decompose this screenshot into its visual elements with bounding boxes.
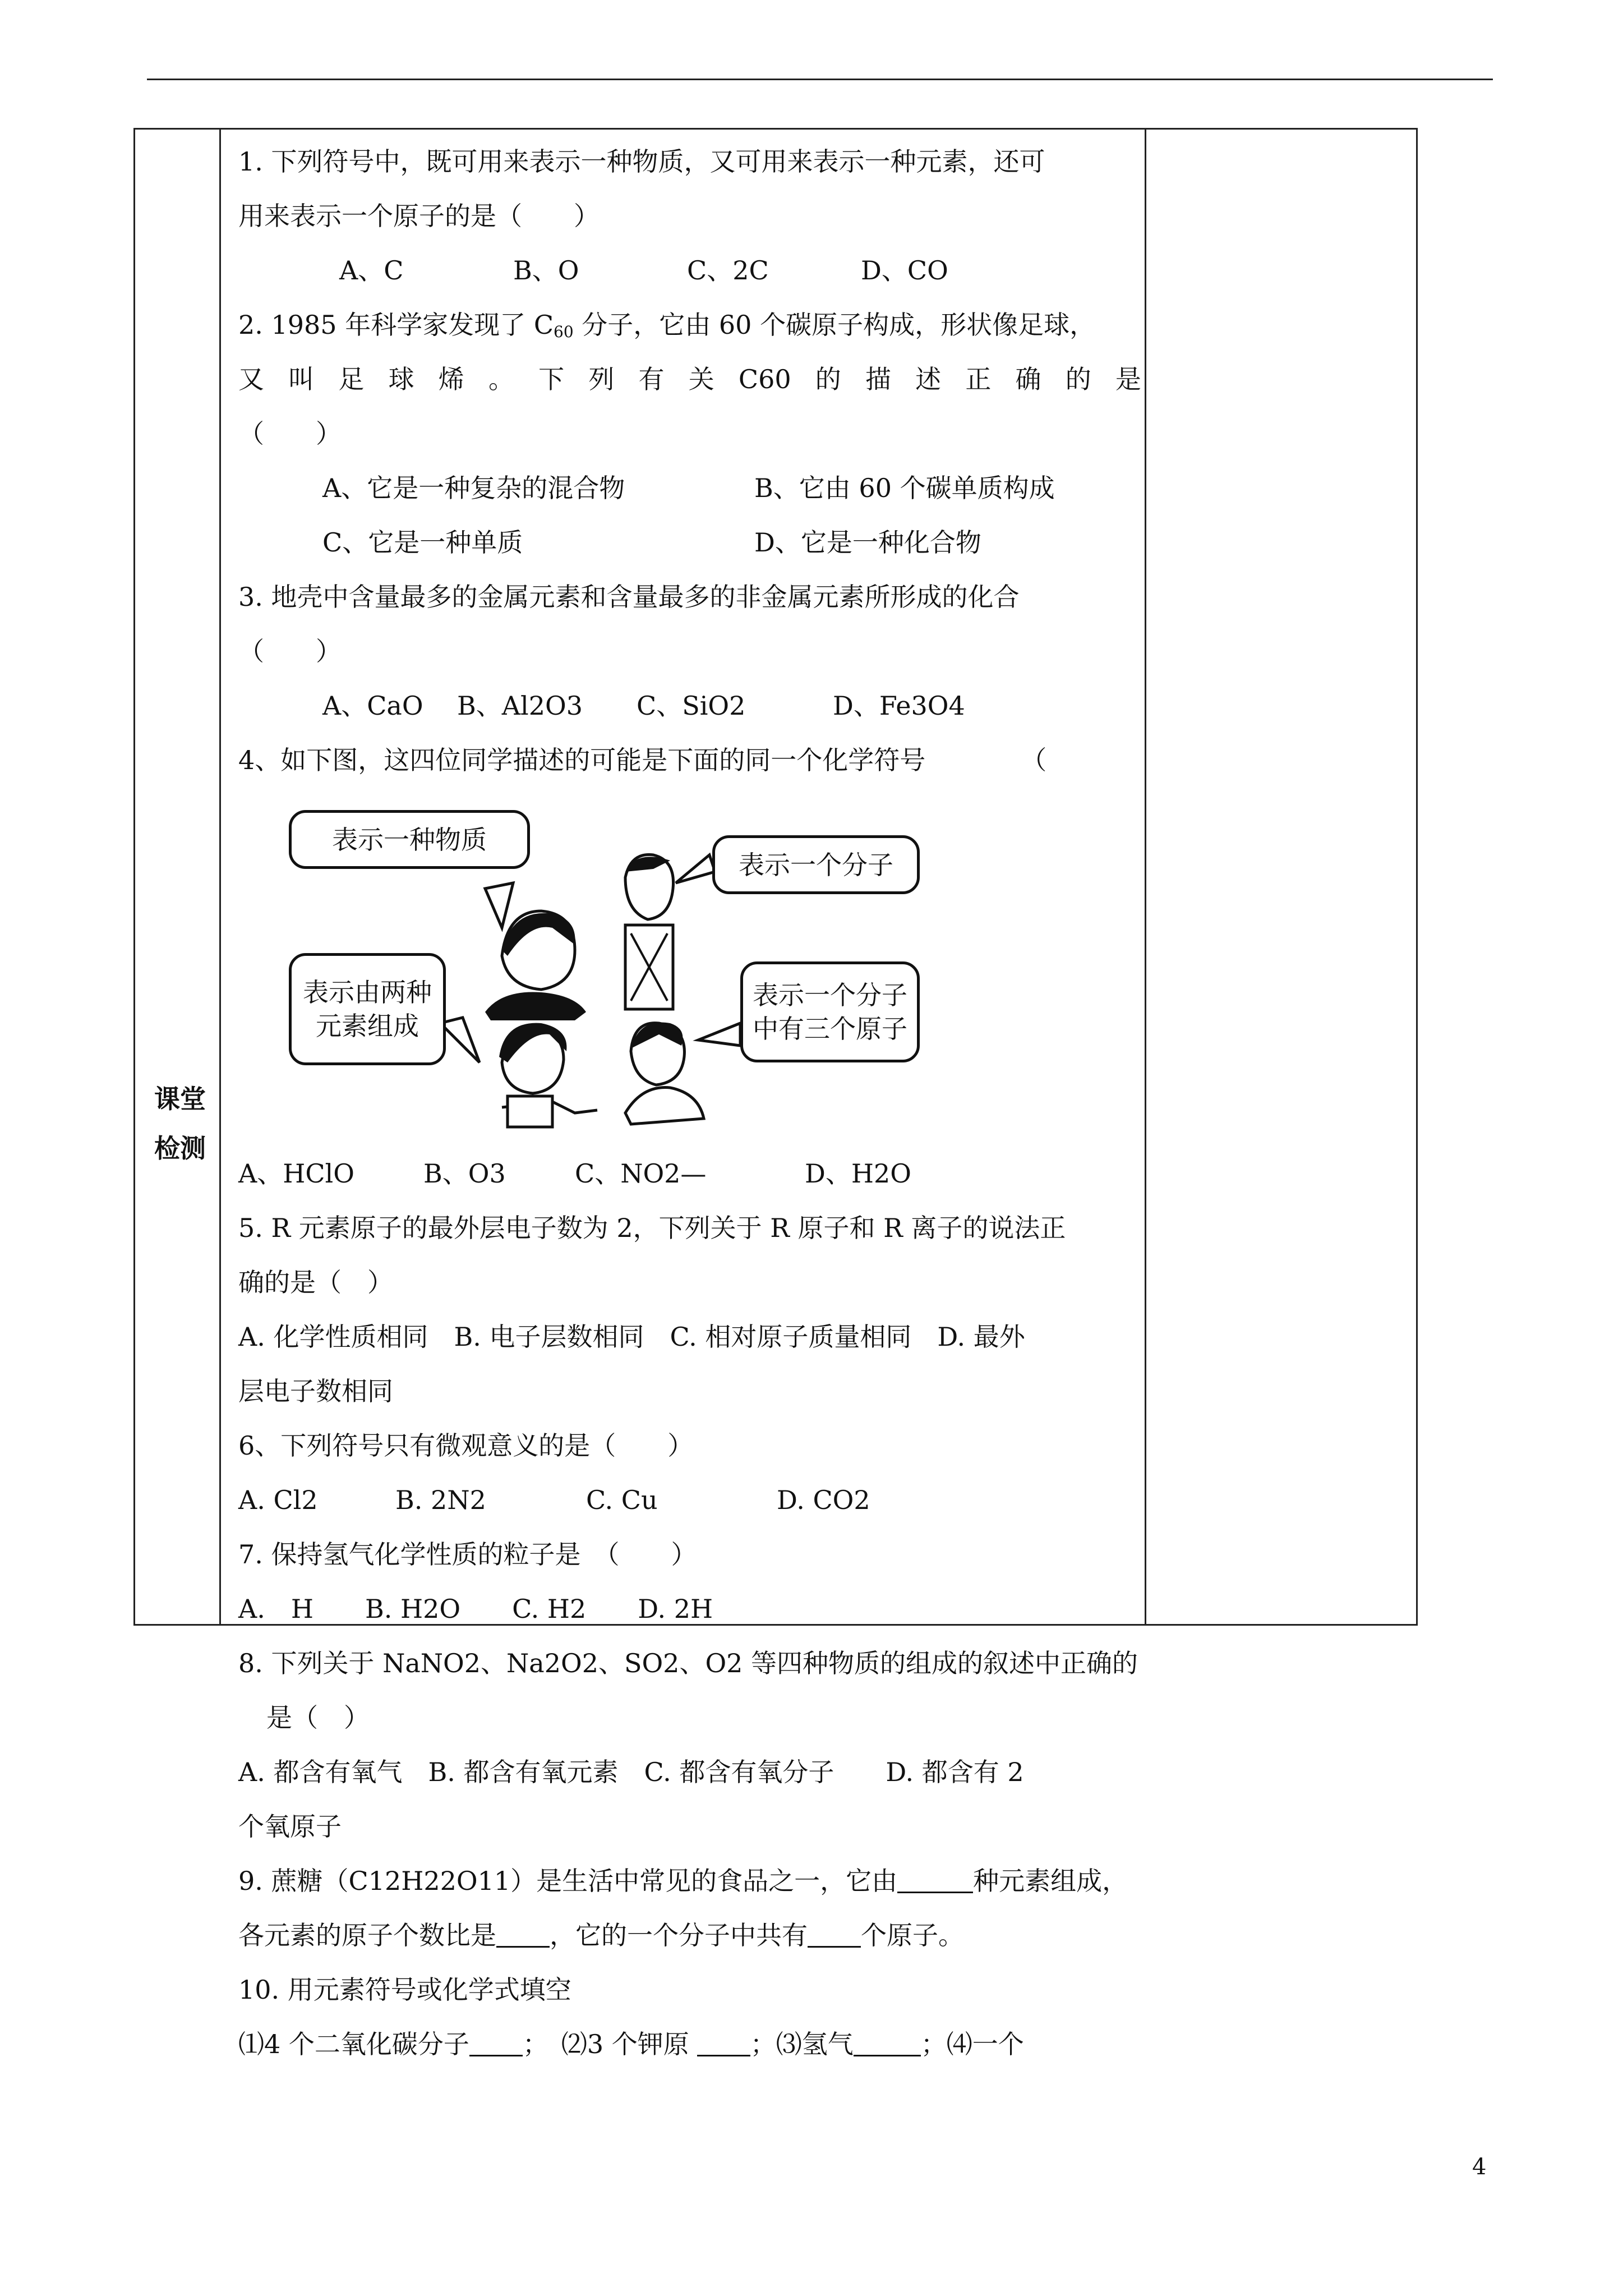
q10-blank-3[interactable] xyxy=(854,2032,921,2056)
q2-word-c60: C60 xyxy=(738,364,791,394)
q9-text-a: 9. 蔗糖（C12H22O11）是生活中常见的食品之一，它由 xyxy=(238,1866,898,1896)
q2-line1-a: 2. 1985 年科学家发现了 C xyxy=(238,310,554,340)
q2-line1-sub: 60 xyxy=(554,323,574,341)
q2-word: 有 xyxy=(638,364,665,394)
q2-word: 的 xyxy=(815,364,841,394)
q2-option-a: A、它是一种复杂的混合物 xyxy=(322,473,625,503)
speech-bubble-3: 表示由两种元素组成 xyxy=(289,953,446,1065)
q2-word: 列 xyxy=(588,364,615,394)
q8-line2: 是（ ） xyxy=(266,1703,370,1733)
q5-line3: A. 化学性质相同 B. 电子层数相同 C. 相对原子质量相同 D. 最外 xyxy=(238,1322,1025,1352)
q8-line3: A. 都含有氧气 B. 都含有氧元素 C. 都含有氧分子 D. 都含有 2 xyxy=(238,1757,1024,1787)
q2-word: 是 xyxy=(1115,364,1141,394)
q10-blank-2[interactable] xyxy=(697,2032,750,2056)
q5-line2: 确的是（ ） xyxy=(238,1267,393,1297)
section-label-line2: 检测 xyxy=(154,1133,206,1163)
section-label xyxy=(149,1074,211,1173)
q2-option-c: C、它是一种单质 xyxy=(322,527,523,558)
column-divider-1 xyxy=(219,130,221,1624)
q10-text-b: ； ⑵3 个钾原 xyxy=(522,2029,689,2059)
q1-option-a: A、C xyxy=(339,255,404,286)
q6-options xyxy=(238,1473,1141,1527)
q2-line2 xyxy=(238,352,1141,407)
header-rule xyxy=(147,79,1493,80)
q8-line1: 8. 下列关于 NaNO2、Na2O2、SO2、O2 等四种物质的组成的叙述中正确的 xyxy=(238,1648,1138,1678)
q2-word: 足 xyxy=(338,364,365,394)
q4-option-b: B、O3 xyxy=(423,1158,506,1189)
q2-word: 。 xyxy=(488,364,514,394)
q3-option-b: B、Al2O3 xyxy=(457,691,583,721)
q7-options: A. H B. H2O C. H2 D. 2H xyxy=(238,1594,713,1624)
q10-blank-1[interactable] xyxy=(469,2032,523,2056)
q3-option-c: C、SiO2 xyxy=(637,691,746,721)
q9-line2 xyxy=(238,1908,1141,1963)
q9-text-b: 种元素组成， xyxy=(973,1866,1128,1896)
q2-word: 正 xyxy=(965,364,992,394)
q2-word: 描 xyxy=(865,364,891,394)
q4-option-c: C、NO2— xyxy=(575,1158,707,1189)
q10-text-a: ⑴4 个二氧化碳分子 xyxy=(238,2029,469,2059)
q2-word: 下 xyxy=(538,364,565,394)
q10-line2 xyxy=(238,2017,1141,2072)
q2-word: 叫 xyxy=(288,364,315,394)
speech-bubble-1: 表示一种物质 xyxy=(289,810,530,869)
student-3-figure xyxy=(499,1023,597,1127)
q2-line3: （ ） xyxy=(238,418,342,449)
q6-option-c: C. Cu xyxy=(586,1485,658,1515)
q2-word: 关 xyxy=(688,364,714,394)
q4-options xyxy=(238,1147,1141,1201)
q9-blank-1[interactable] xyxy=(897,1869,973,1893)
speech-bubble-4: 表示一个分子中有三个原子 xyxy=(740,961,920,1062)
q2-word: 又 xyxy=(238,364,264,394)
q10-text-c: ；⑶氢气 xyxy=(750,2029,854,2059)
student-4-figure xyxy=(625,1022,704,1124)
q4-option-d: D、H2O xyxy=(805,1158,911,1189)
q6-option-a: A. Cl2 xyxy=(238,1485,318,1515)
page-number: 4 xyxy=(1472,2154,1487,2180)
q6-option-b: B. 2N2 xyxy=(395,1485,486,1515)
q4-figure xyxy=(238,799,1141,1147)
section-label-line1: 课堂 xyxy=(154,1084,206,1114)
q1-options xyxy=(238,243,1141,298)
q1-option-b: B、O xyxy=(513,255,579,286)
q1-option-d: D、CO xyxy=(861,255,948,286)
q3-options xyxy=(238,679,1141,733)
q1-line1: 1. 下列符号中，既可用来表示一种物质，又可用来表示一种元素，还可 xyxy=(238,146,1045,177)
q6-line1: 6、下列符号只有微观意义的是（ ） xyxy=(238,1430,694,1461)
q9-text-c: 各元素的原子个数比是 xyxy=(238,1920,496,1950)
q2-word: 烯 xyxy=(438,364,464,394)
q5-line4: 层电子数相同 xyxy=(238,1376,393,1406)
student-2-figure xyxy=(625,855,674,1010)
q3-option-a: A、CaO xyxy=(322,691,423,721)
q3-option-d: D、Fe3O4 xyxy=(833,691,965,721)
q9-text-d: ，它的一个分子中共有 xyxy=(550,1920,808,1950)
q5-line1: 5. R 元素原子的最外层电子数为 2，下列关于 R 原子和 R 离子的说法正 xyxy=(238,1213,1066,1243)
q4-paren: （ xyxy=(1021,745,1047,775)
q3-line1: 3. 地壳中含量最多的金属元素和含量最多的非金属元素所形成的化合 xyxy=(238,582,1020,612)
q1-line2: 用来表示一个原子的是（ ） xyxy=(238,201,600,231)
q4-line1 xyxy=(238,733,1141,788)
q9-blank-3[interactable] xyxy=(808,1924,861,1948)
q2-word: 确 xyxy=(1015,364,1041,394)
questions xyxy=(238,135,1141,2072)
q6-option-d: D. CO2 xyxy=(777,1485,870,1515)
q2-word: 的 xyxy=(1065,364,1091,394)
q4-option-a: A、HClO xyxy=(238,1158,354,1189)
q9-text-e: 个原子。 xyxy=(861,1920,964,1950)
q2-word: 球 xyxy=(388,364,414,394)
q4-line1-text: 4、如下图，这四位同学描述的可能是下面的同一个化学符号 xyxy=(238,745,926,775)
q2-word: 述 xyxy=(915,364,942,394)
q2-line1 xyxy=(238,298,1141,352)
column-divider-2 xyxy=(1145,130,1146,1624)
q2-line1-b: 分子，它由 60 个碳原子构成，形状像足球， xyxy=(573,310,1096,340)
q10-line1: 10. 用元素符号或化学式填空 xyxy=(238,1975,571,2005)
q3-line2: （ ） xyxy=(238,636,342,666)
q2-options-row2 xyxy=(238,516,1141,570)
q2-option-b: B、它由 60 个碳单质构成 xyxy=(754,473,1055,503)
q1-option-c: C、2C xyxy=(687,255,769,286)
q2-option-d: D、它是一种化合物 xyxy=(754,527,981,558)
q9-blank-2[interactable] xyxy=(496,1924,550,1948)
q9-line1 xyxy=(238,1854,1141,1908)
q2-options-row1 xyxy=(238,461,1141,516)
q8-line4: 个氧原子 xyxy=(238,1811,342,1842)
q10-text-d: ；⑷一个 xyxy=(920,2029,1024,2059)
q7-line1: 7. 保持氢气化学性质的粒子是 （ ） xyxy=(238,1539,697,1570)
speech-bubble-2: 表示一个分子 xyxy=(712,835,920,894)
